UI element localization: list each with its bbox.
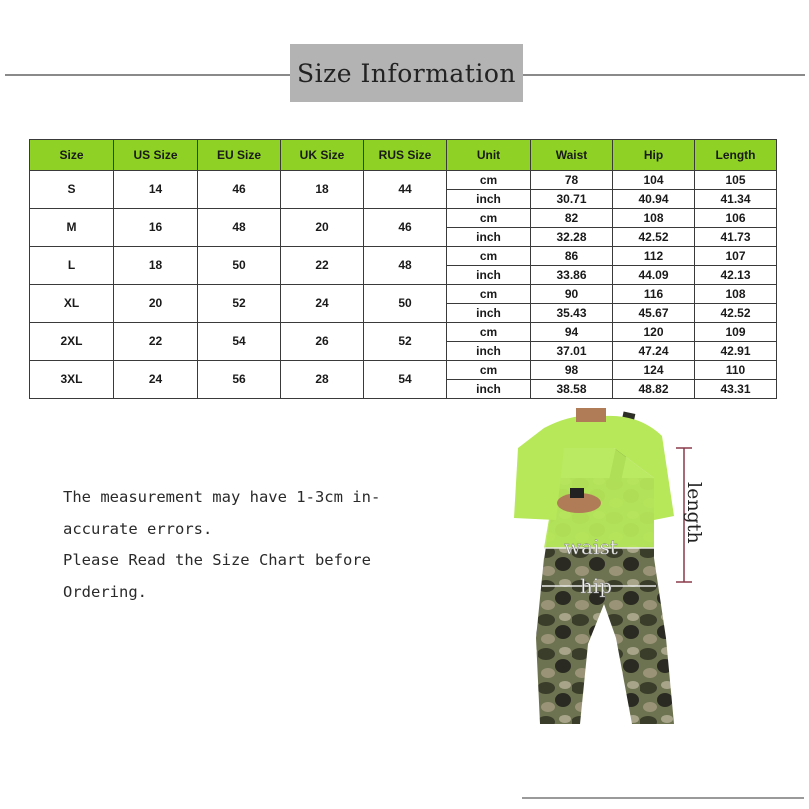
cell-inch-hip: 44.09 bbox=[613, 266, 695, 285]
hip-label: hip bbox=[580, 574, 613, 598]
cell-uk: 20 bbox=[281, 209, 364, 247]
cell-cm-waist: 86 bbox=[531, 247, 613, 266]
cell-inch-unit: inch bbox=[447, 342, 531, 361]
cell-uk: 26 bbox=[281, 323, 364, 361]
cell-inch-unit: inch bbox=[447, 304, 531, 323]
cell-inch-hip: 45.67 bbox=[613, 304, 695, 323]
cell-inch-length: 42.91 bbox=[695, 342, 777, 361]
table-row bbox=[30, 247, 777, 266]
size-chart-table bbox=[29, 139, 777, 399]
cell-inch-waist: 38.58 bbox=[531, 380, 613, 399]
cell-cm-waist: 90 bbox=[531, 285, 613, 304]
column-header: EU Size bbox=[198, 140, 281, 171]
cell-inch-length: 41.73 bbox=[695, 228, 777, 247]
column-header: Hip bbox=[613, 140, 695, 171]
cell-us: 18 bbox=[114, 247, 198, 285]
cell-cm-unit: cm bbox=[447, 323, 531, 342]
cell-rus: 44 bbox=[364, 171, 447, 209]
cell-eu: 54 bbox=[198, 323, 281, 361]
waist-label: waist bbox=[564, 535, 618, 559]
cell-cm-hip: 108 bbox=[613, 209, 695, 228]
cell-uk: 22 bbox=[281, 247, 364, 285]
cell-rus: 46 bbox=[364, 209, 447, 247]
cell-cm-hip: 120 bbox=[613, 323, 695, 342]
column-header: RUS Size bbox=[364, 140, 447, 171]
cell-inch-length: 42.13 bbox=[695, 266, 777, 285]
cell-rus: 54 bbox=[364, 361, 447, 399]
cell-cm-length: 105 bbox=[695, 171, 777, 190]
cell-size: XL bbox=[30, 285, 114, 323]
note-line: Ordering. bbox=[63, 582, 147, 601]
table-row bbox=[30, 171, 777, 190]
cell-size: M bbox=[30, 209, 114, 247]
cell-inch-length: 42.52 bbox=[695, 304, 777, 323]
cell-eu: 46 bbox=[198, 171, 281, 209]
title-rule-right bbox=[523, 74, 805, 76]
cell-uk: 24 bbox=[281, 285, 364, 323]
cell-inch-length: 43.31 bbox=[695, 380, 777, 399]
table-row bbox=[30, 361, 777, 380]
page-title: Size Information bbox=[290, 44, 523, 102]
length-label: length bbox=[683, 482, 705, 544]
column-header: Size bbox=[30, 140, 114, 171]
cell-cm-waist: 82 bbox=[531, 209, 613, 228]
cell-inch-unit: inch bbox=[447, 380, 531, 399]
note-line: Please Read the Size Chart before bbox=[63, 551, 371, 569]
cell-size: L bbox=[30, 247, 114, 285]
table-header bbox=[30, 140, 777, 171]
title-rule-left bbox=[5, 74, 290, 76]
cell-cm-hip: 124 bbox=[613, 361, 695, 380]
cell-cm-unit: cm bbox=[447, 171, 531, 190]
cell-inch-waist: 37.01 bbox=[531, 342, 613, 361]
cell-uk: 18 bbox=[281, 171, 364, 209]
cell-inch-waist: 33.86 bbox=[531, 266, 613, 285]
note-line: accurate errors. bbox=[63, 519, 213, 538]
cell-cm-waist: 98 bbox=[531, 361, 613, 380]
cell-size: S bbox=[30, 171, 114, 209]
cell-inch-unit: inch bbox=[447, 228, 531, 247]
cell-us: 24 bbox=[114, 361, 198, 399]
cell-inch-waist: 30.71 bbox=[531, 190, 613, 209]
cell-rus: 48 bbox=[364, 247, 447, 285]
cell-eu: 50 bbox=[198, 247, 281, 285]
table-row bbox=[30, 209, 777, 228]
cell-eu: 52 bbox=[198, 285, 281, 323]
cell-cm-unit: cm bbox=[447, 285, 531, 304]
cell-cm-length: 108 bbox=[695, 285, 777, 304]
head bbox=[576, 408, 606, 422]
cell-cm-hip: 104 bbox=[613, 171, 695, 190]
measurement-note bbox=[63, 482, 423, 608]
cell-us: 16 bbox=[114, 209, 198, 247]
cell-us: 14 bbox=[114, 171, 198, 209]
cell-cm-length: 107 bbox=[695, 247, 777, 266]
cell-cm-length: 109 bbox=[695, 323, 777, 342]
header-row bbox=[30, 140, 777, 171]
cell-eu: 48 bbox=[198, 209, 281, 247]
cell-us: 20 bbox=[114, 285, 198, 323]
cell-inch-waist: 35.43 bbox=[531, 304, 613, 323]
cell-rus: 52 bbox=[364, 323, 447, 361]
column-header: Waist bbox=[531, 140, 613, 171]
model-figure bbox=[504, 408, 719, 730]
cell-cm-hip: 112 bbox=[613, 247, 695, 266]
cell-inch-hip: 42.52 bbox=[613, 228, 695, 247]
cell-cm-length: 106 bbox=[695, 209, 777, 228]
cell-rus: 50 bbox=[364, 285, 447, 323]
column-header: US Size bbox=[114, 140, 198, 171]
cell-cm-waist: 78 bbox=[531, 171, 613, 190]
note-line: The measurement may have 1-3cm in- bbox=[63, 488, 381, 506]
column-header: UK Size bbox=[281, 140, 364, 171]
cell-cm-waist: 94 bbox=[531, 323, 613, 342]
table-body bbox=[30, 171, 777, 399]
cell-inch-hip: 47.24 bbox=[613, 342, 695, 361]
cell-uk: 28 bbox=[281, 361, 364, 399]
cell-cm-unit: cm bbox=[447, 361, 531, 380]
cell-cm-hip: 116 bbox=[613, 285, 695, 304]
cell-inch-length: 41.34 bbox=[695, 190, 777, 209]
cell-inch-unit: inch bbox=[447, 266, 531, 285]
cell-inch-hip: 40.94 bbox=[613, 190, 695, 209]
column-header: Unit bbox=[447, 140, 531, 171]
cell-us: 22 bbox=[114, 323, 198, 361]
cell-eu: 56 bbox=[198, 361, 281, 399]
model-illustration bbox=[504, 408, 719, 730]
table-row bbox=[30, 323, 777, 342]
column-header: Length bbox=[695, 140, 777, 171]
cell-cm-unit: cm bbox=[447, 247, 531, 266]
cell-size: 3XL bbox=[30, 361, 114, 399]
cell-size: 2XL bbox=[30, 323, 114, 361]
bottom-rule bbox=[522, 797, 804, 799]
phone bbox=[570, 488, 584, 498]
table-row bbox=[30, 285, 777, 304]
cell-cm-length: 110 bbox=[695, 361, 777, 380]
cell-cm-unit: cm bbox=[447, 209, 531, 228]
cell-inch-waist: 32.28 bbox=[531, 228, 613, 247]
cell-inch-hip: 48.82 bbox=[613, 380, 695, 399]
cell-inch-unit: inch bbox=[447, 190, 531, 209]
